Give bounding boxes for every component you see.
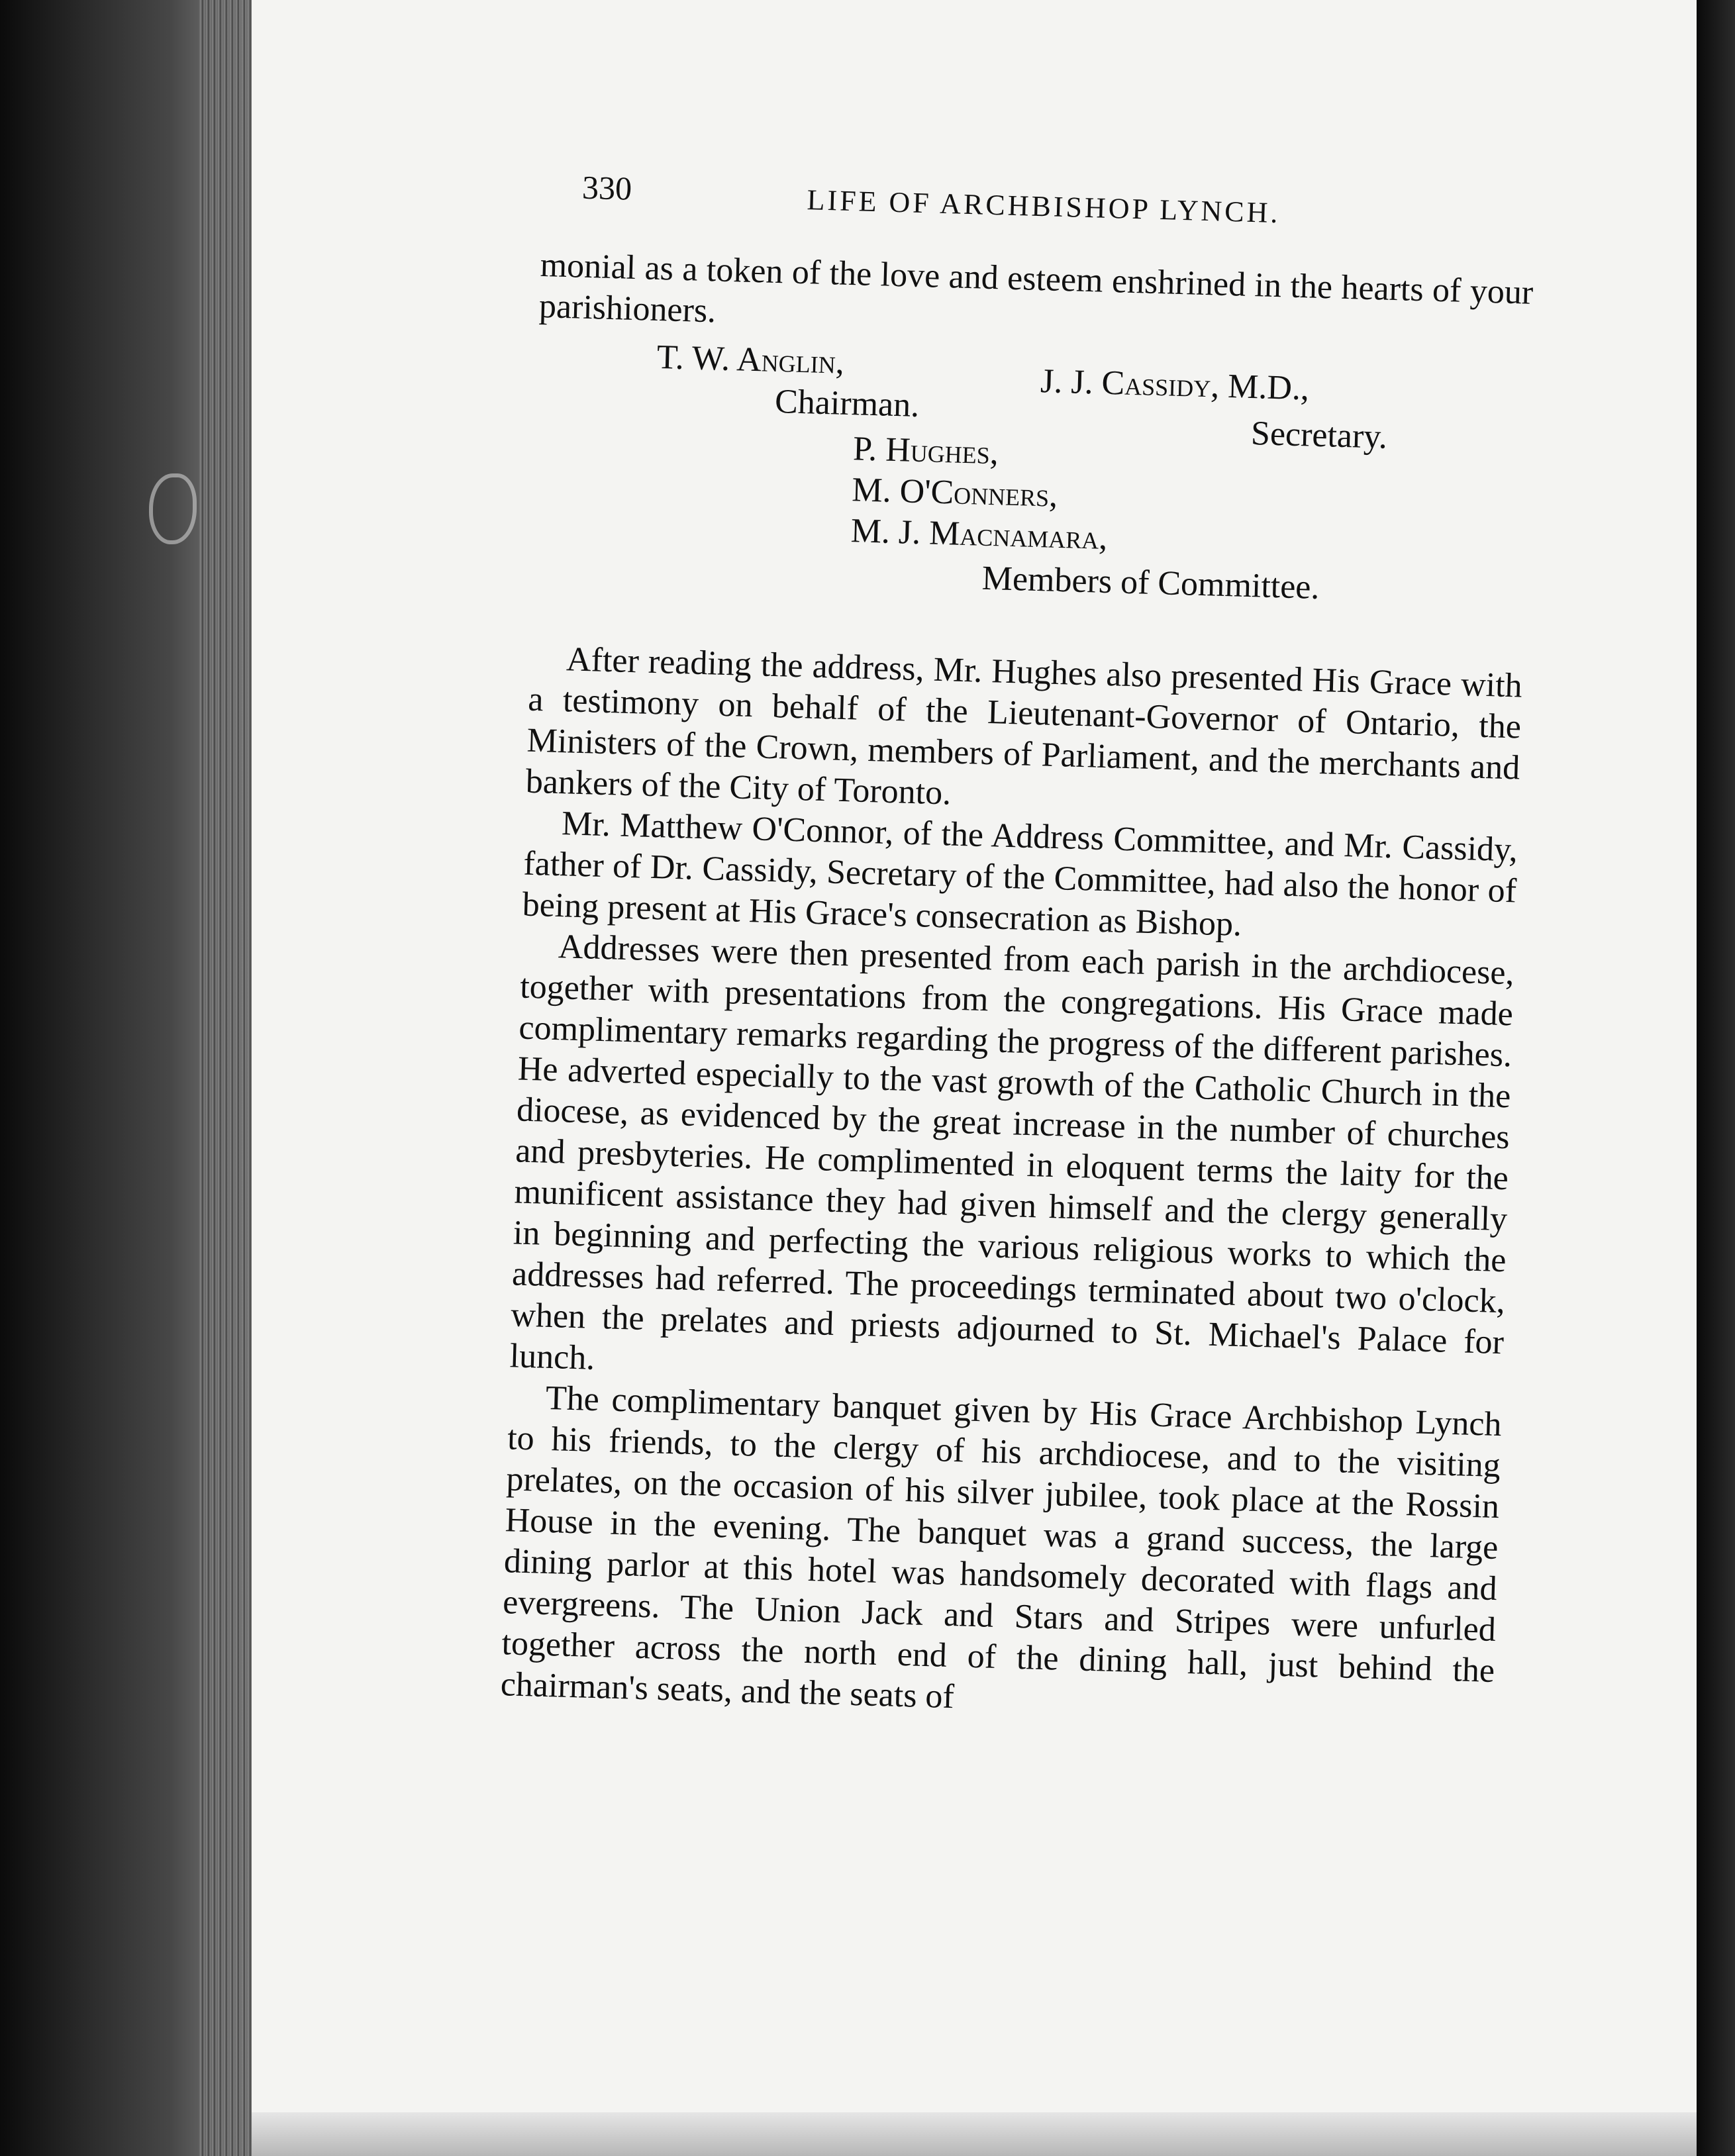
signature-secretary-name: J. J. Cassidy, M.D.,: [1040, 362, 1310, 408]
signature-member-3: M. J. Macnamara,: [850, 512, 1109, 558]
signature-chairman-role: Chairman.: [774, 382, 920, 424]
signature-block: [530, 327, 1531, 640]
page-bottom-edge: [252, 2112, 1697, 2156]
ink-mark: [149, 473, 197, 544]
paragraph-oconnor: Mr. Matthew O'Connor, of the Address Committee, and Mr. Cassidy, father of Dr. Cassidy, Secretary of the Committee, had also the honor of being present at His Grace's consecration as Bishop.: [522, 805, 1518, 944]
facing-page-edge: [1697, 0, 1735, 2156]
signature-member-2: M. O'Conners,: [851, 471, 1059, 514]
paragraph-banquet: The complimentary banquet given by His Grace Archbishop Lynch to his friends, to the clergy of his archdiocese, and to the visiting prelates, on the occasion of his silver jubilee, took place at the Rossin House in the evening. The banquet was a grand success, the large dining parlor at this hotel was handsomely decorated with flags and evergreens. The Union Jack and Stars and Stripes were unfurled together across the north end of the dining hall, just behind the chairman's seats, and the seats of: [500, 1379, 1503, 1716]
running-head: LIFE OF ARCHBISHOP LYNCH.: [807, 183, 1281, 230]
signature-member-1: P. Hughes,: [852, 430, 999, 472]
page-text: [500, 166, 1536, 1733]
paragraph-addresses: Addresses were then presented from each parish in the archdiocese, together with presentations from the congregations. His Grace made complimentary remarks regarding the progress of the different parishes. He adverted especially to the vast growth of the Catholic Church in the diocese, as evidenced by the great increase in the number of churches and presbyteries. He complimented in eloquent terms the laity for the munificent assistance they had given himself and the clergy generally in beginning and perfecting the various religious works to which the addresses had referred. The proceedings terminated about two o'clock, when the prelates and priests adjourned to St. Michael's Palace for lunch.: [509, 928, 1515, 1377]
paragraph-continued: monial as a token of the love and esteem enshrined in the hearts of your parishioners.: [538, 246, 1534, 330]
signature-chairman-name: T. W. Anglin,: [656, 338, 845, 381]
paragraph-hughes: After reading the address, Mr. Hughes also presented His Grace with a testimony on behalf of the Lieutenant-Governor of Ontario, the Ministers of the Crown, members of Parliament, and the merchants and bankers of the City of Toronto.: [525, 640, 1523, 812]
signature-members-role: Members of Committee.: [981, 559, 1320, 607]
signature-secretary-role: Secretary.: [1250, 415, 1388, 456]
page-number: 330: [581, 168, 632, 207]
